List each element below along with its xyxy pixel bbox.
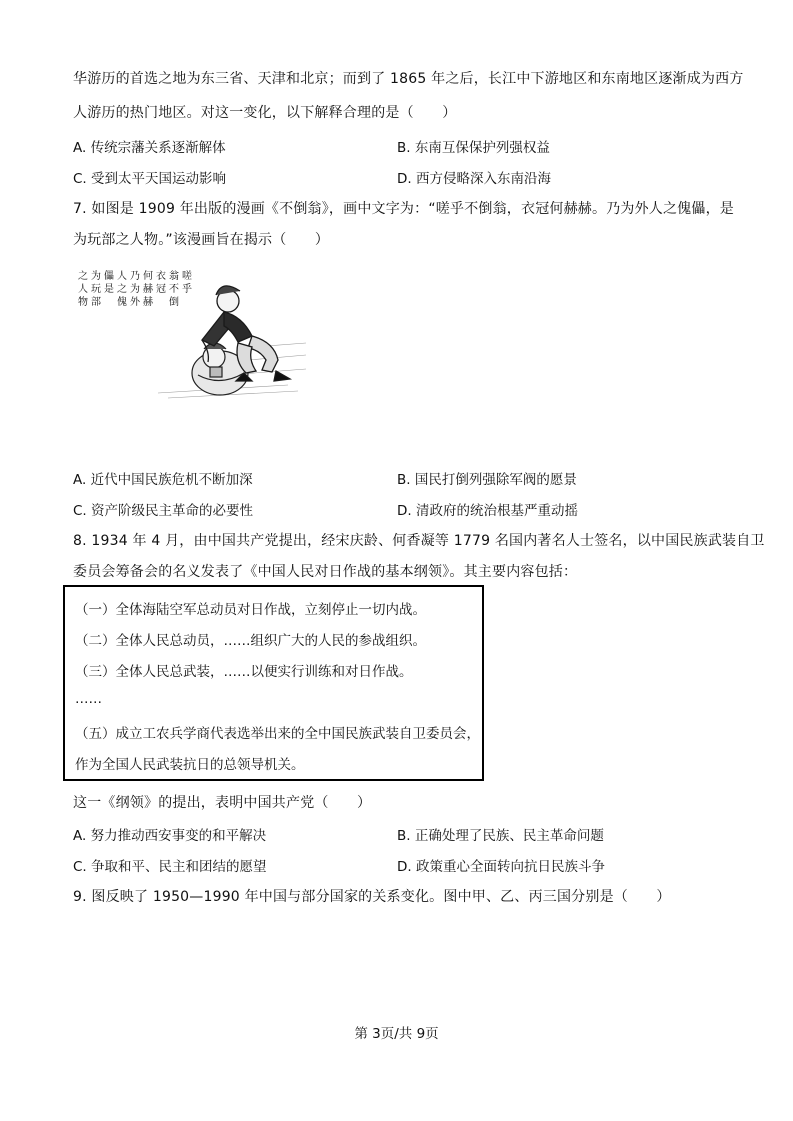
svg-text:翁: 翁 <box>169 271 179 282</box>
svg-text:冠: 冠 <box>156 284 166 295</box>
page-number-footer: 第 3页/共 9页 <box>354 1026 439 1042</box>
q8-stem-line1: 8. 1934 年 4 月，由中国共产党提出，经宋庆龄、何香凝等 1779 名国内著名人士签名，以中国民族武装自卫 <box>73 533 765 549</box>
svg-text:人: 人 <box>78 284 88 295</box>
q8-option-d: D. 政策重心全面转向抗日民族斗争 <box>397 859 605 875</box>
svg-text:衣: 衣 <box>156 271 166 282</box>
q9-stem: 9. 图反映了 1950—1990 年中国与部分国家的关系变化。图中甲、乙、丙三国分别是（ ） <box>73 889 671 905</box>
q7-option-c: C. 资产阶级民主革命的必要性 <box>73 503 254 519</box>
program-line-1: （一）全体海陆空军总动员对日作战，立刻停止一切内战。 <box>75 602 426 618</box>
q6-stem-line1: 华游历的首选之地为东三省、天津和北京；而到了 1865 年之后，长江中下游地区和东南地区逐渐成为西方 <box>73 71 744 87</box>
svg-text:人: 人 <box>117 271 127 282</box>
svg-text:之: 之 <box>117 284 127 295</box>
program-line-3: （三）全体人民总武装，……以便实行训练和对日作战。 <box>75 664 413 680</box>
svg-text:物: 物 <box>78 297 88 308</box>
cartoon-image <box>78 265 308 403</box>
svg-text:赫: 赫 <box>143 297 153 308</box>
program-line-5: （五）成立工农兵学商代表选举出来的全中国民族武装自卫委员会， <box>75 726 480 742</box>
q7-option-d: D. 清政府的统治根基严重动摇 <box>397 503 578 519</box>
program-line-6: 作为全国人民武装抗日的总领导机关。 <box>75 757 305 773</box>
q6-option-a: A. 传统宗藩关系逐渐解体 <box>73 140 226 156</box>
svg-text:赫: 赫 <box>143 284 153 295</box>
program-line-2: （二）全体人民总动员，……组织广大的人民的参战组织。 <box>75 633 426 649</box>
svg-text:为: 为 <box>130 284 140 295</box>
svg-text:外: 外 <box>130 297 140 308</box>
q8-followup: 这一《纲领》的提出，表明中国共产党（ ） <box>73 795 372 811</box>
svg-text:傀: 傀 <box>117 297 127 308</box>
svg-text:之: 之 <box>78 271 88 282</box>
q7-option-a: A. 近代中国民族危机不断加深 <box>73 472 253 488</box>
svg-text:倒: 倒 <box>169 297 179 308</box>
caption-col-1: 嗟 <box>182 271 192 282</box>
svg-text:为: 为 <box>91 271 101 282</box>
program-excerpt-box <box>63 585 484 781</box>
svg-text:乃: 乃 <box>130 271 140 282</box>
svg-text:何: 何 <box>143 271 153 282</box>
q7-stem-line2: 为玩部之人物。”该漫画旨在揭示（ ） <box>73 232 330 248</box>
svg-text:是: 是 <box>104 284 114 295</box>
q8-stem-line2: 委员会筹备会的名义发表了《中国人民对日作战的基本纲领》。其主要内容包括： <box>73 564 578 580</box>
q6-option-d: D. 西方侵略深入东南沿海 <box>397 171 551 187</box>
svg-text:部: 部 <box>91 297 101 308</box>
q6-option-c: C. 受到太平天国运动影响 <box>73 171 227 187</box>
svg-text:玩: 玩 <box>91 284 101 295</box>
q6-option-b: B. 东南互保保护列强权益 <box>397 140 550 156</box>
svg-text:不: 不 <box>169 284 179 295</box>
program-line-ellipsis: …… <box>75 691 102 707</box>
svg-text:儡: 儡 <box>104 271 114 282</box>
q7-option-b: B. 国民打倒列强除军阀的愿景 <box>397 472 577 488</box>
q8-option-c: C. 争取和平、民主和团结的愿望 <box>73 859 267 875</box>
q7-stem-line1: 7. 如图是 1909 年出版的漫画《不倒翁》，画中文字为：“嗟乎不倒翁，衣冠何赫赫。乃为外人之傀儡，是 <box>73 201 734 217</box>
svg-text:乎: 乎 <box>182 284 192 295</box>
budaoweng-cartoon-illustration <box>78 265 308 403</box>
q6-stem-line2: 人游历的热门地区。对这一变化，以下解释合理的是（ ） <box>73 105 457 121</box>
q8-option-b: B. 正确处理了民族、民主革命问题 <box>397 828 604 844</box>
q8-option-a: A. 努力推动西安事变的和平解决 <box>73 828 267 844</box>
